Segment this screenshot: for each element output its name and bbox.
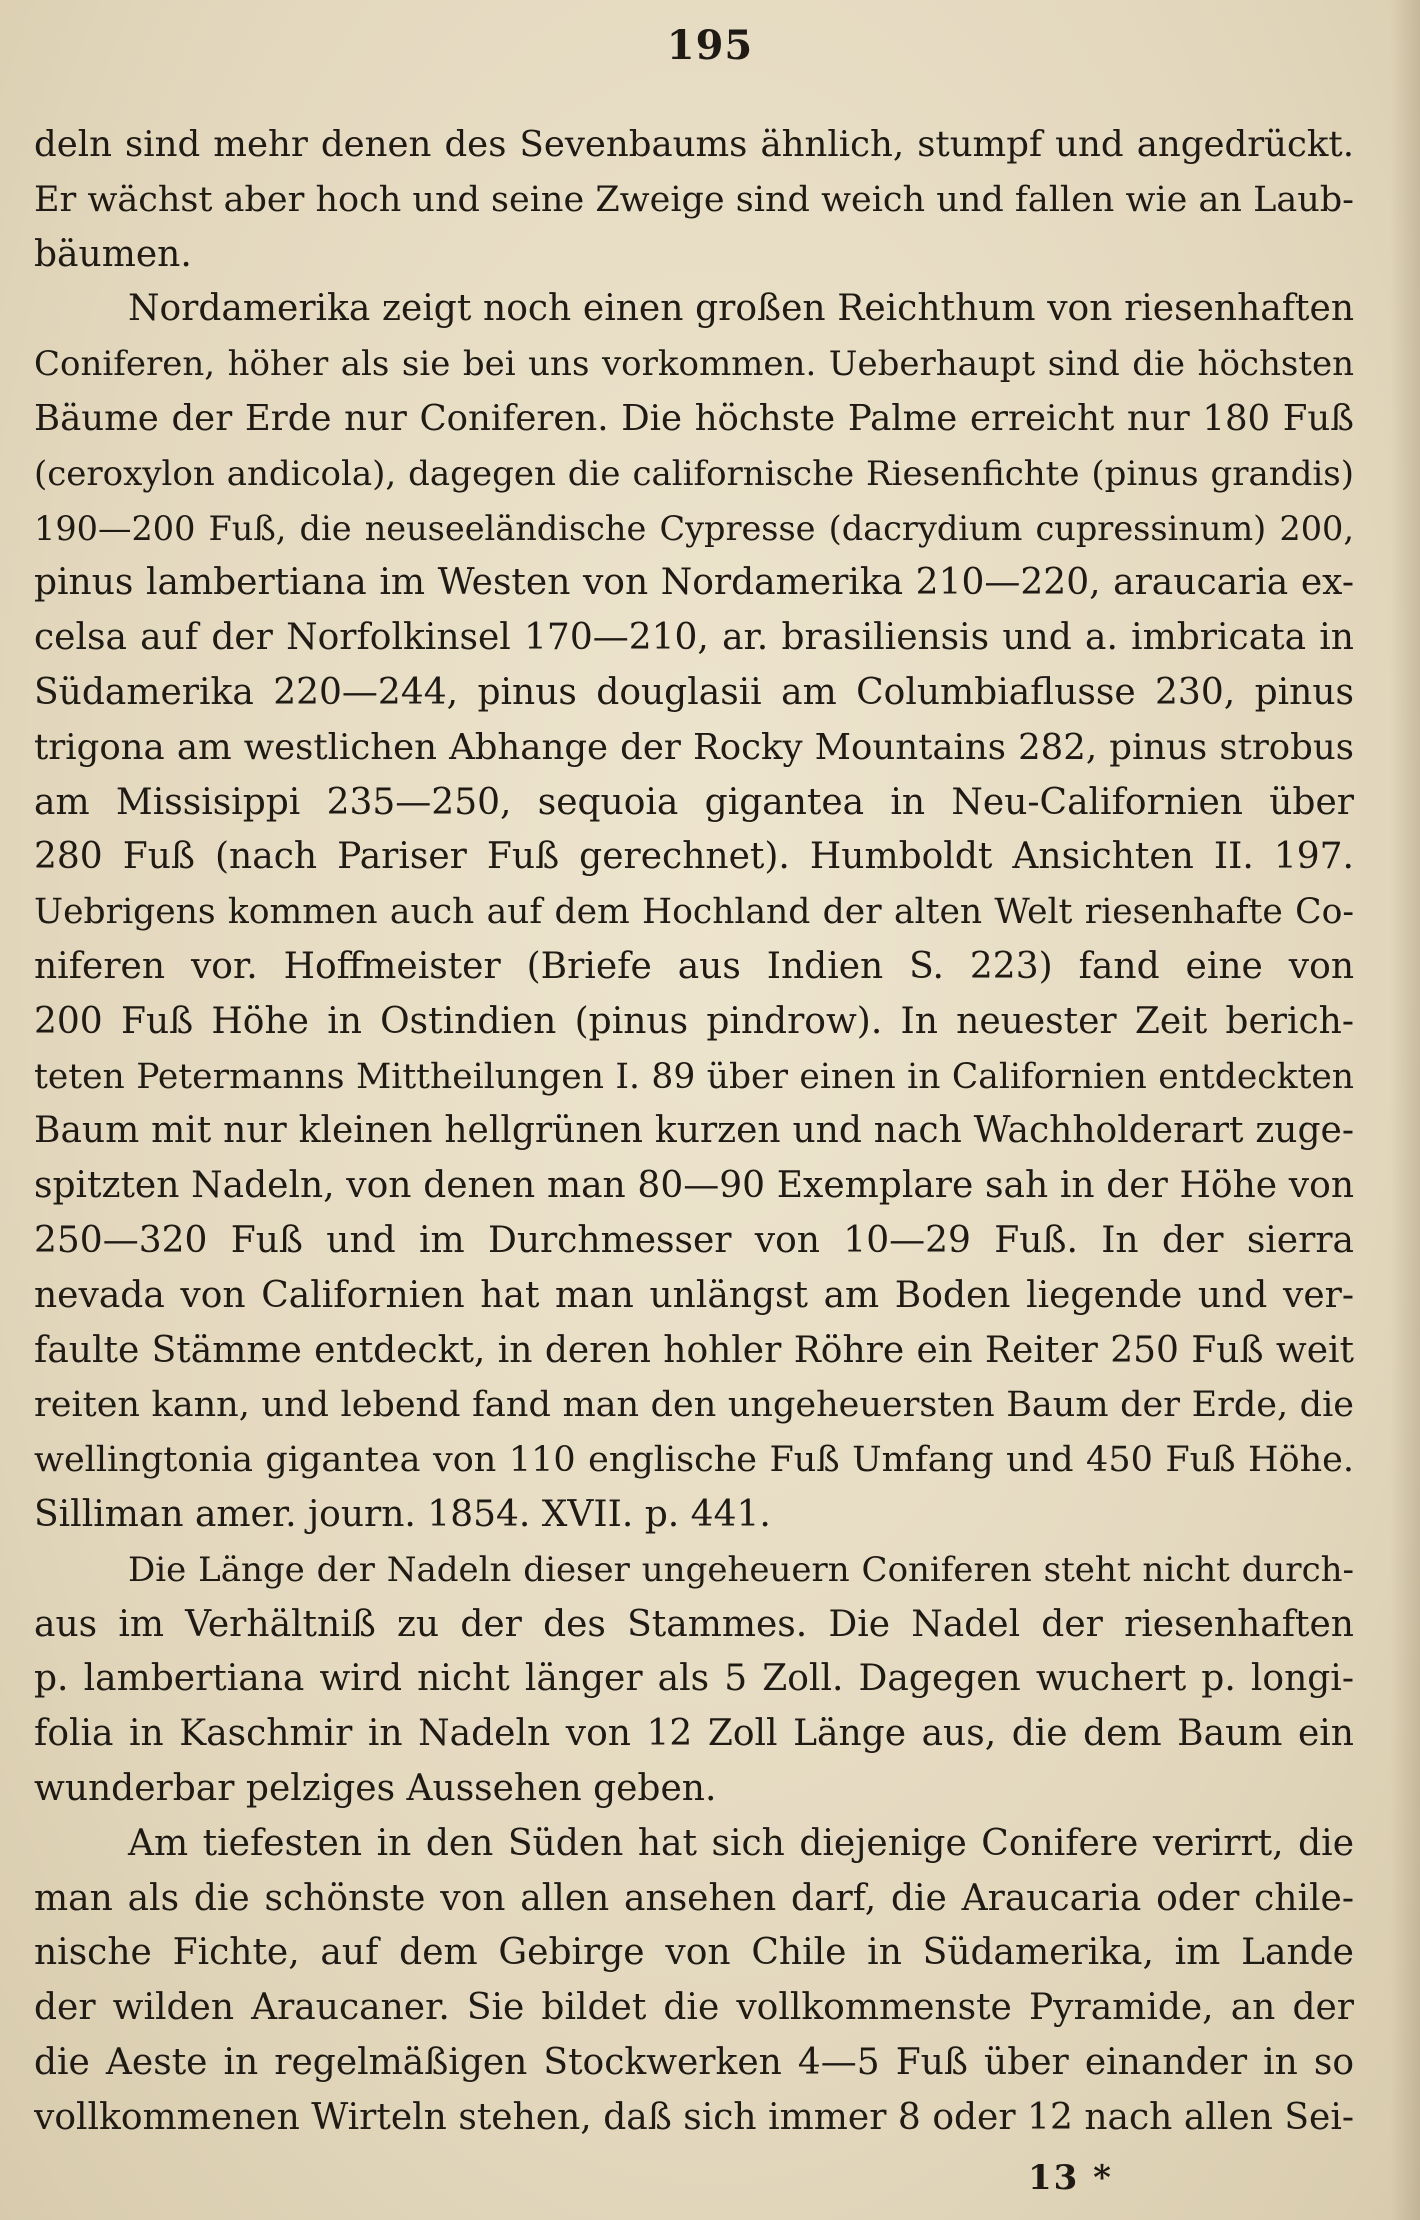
text-line: der wilden Araucaner. Sie bildet die vollkommenste Pyramide, an der [34,1987,1354,2029]
text-line: faulte Stämme entdeckt, in deren hohler Röhre ein Reiter 250 Fuß weit [34,1329,1354,1371]
text-line: man als die schönste von allen ansehen darf, die Araucaria oder chile- [34,1877,1354,1919]
text-line: nevada von Californien hat man unlängst am Boden liegende und ver- [34,1274,1354,1316]
paragraph [34,118,1354,282]
text-line: vollkommenen Wirteln stehen, daß sich immer 8 oder 12 nach allen Sei- [34,2096,1354,2138]
paragraph [34,282,1354,1542]
body-text [34,118,1354,2145]
text-line: 250—320 Fuß und im Durchmesser von 10—29 Fuß. In der sierra [34,1219,1354,1261]
text-line: folia in Kaschmir in Nadeln von 12 Zoll Länge aus, die dem Baum ein [34,1713,1354,1755]
text-line: niferen vor. Hoffmeister (Briefe aus Indien S. 223) fand eine von [34,945,1354,987]
text-line: Baum mit nur kleinen hellgrünen kurzen und nach Wachholderart zuge- [34,1110,1354,1152]
text-line: Coniferen, höher als sie bei uns vorkommen. Ueberhaupt sind die höchsten [34,344,1354,385]
paragraph [34,1543,1354,1817]
text-line: bäumen. [34,233,192,275]
text-line: spitzten Nadeln, von denen man 80—90 Exemplare sah in der Höhe von [34,1165,1354,1207]
text-line: wunderbar pelziges Aussehen geben. [34,1767,717,1809]
paragraph [34,1817,1354,2146]
text-line: (ceroxylon andicola), dagegen die californische Riesenfichte (pinus grandis) [34,453,1354,494]
text-line: Die Länge der Nadeln dieser ungeheuern Coniferen steht nicht durch- [128,1549,1354,1590]
text-line: Silliman amer. journ. 1854. XVII. p. 441. [34,1493,771,1535]
text-line: celsa auf der Norfolkinsel 170—210, ar. brasiliensis und a. imbricata in [34,617,1354,659]
text-line: Am tiefesten in den Süden hat sich diejenige Conifere verirrt, die [128,1822,1354,1864]
text-line: reiten kann, und lebend fand man den ungeheuersten Baum der Erde, die [34,1385,1354,1426]
text-line: Bäume der Erde nur Coniferen. Die höchste Palme erreicht nur 180 Fuß [34,397,1354,439]
text-line: wellingtonia gigantea von 110 englische Fuß Umfang und 450 Fuß Höhe. [34,1440,1354,1481]
text-line: teten Petermanns Mittheilungen I. 89 über einen in Californien entdeckten [34,1056,1354,1097]
text-line: 190—200 Fuß, die neuseeländische Cypresse (dacrydium cupressinum) 200, [34,508,1354,548]
page-number: 195 [666,22,754,69]
page-edge-shadow [1390,0,1420,2220]
text-line: Uebrigens kommen auch auf dem Hochland der alten Welt riesenhafte Co- [34,892,1354,933]
text-line: 200 Fuß Höhe in Ostindien (pinus pindrow). In neuester Zeit berich- [34,1000,1354,1042]
text-line: am Missisippi 235—250, sequoia gigantea in Neu-Californien über [34,781,1354,823]
text-line: Er wächst aber hoch und seine Zweige sind weich und fallen wie an Laub- [34,179,1354,220]
signature-mark: 13 * [1028,2158,1113,2198]
text-line: deln sind mehr denen des Sevenbaums ähnlich, stumpf und angedrückt. [34,124,1354,165]
text-line: 280 Fuß (nach Pariser Fuß gerechnet). Humboldt Ansichten II. 197. [34,836,1354,878]
text-line: pinus lambertiana im Westen von Nordamerika 210—220, araucaria ex- [34,562,1354,604]
text-line: trigona am westlichen Abhange der Rocky Mountains 282, pinus strobus [34,726,1354,768]
text-line: Nordamerika zeigt noch einen großen Reichthum von riesenhaften [128,288,1354,330]
text-line: Südamerika 220—244, pinus douglasii am Columbiaflusse 230, pinus [34,671,1354,713]
text-line: p. lambertiana wird nicht länger als 5 Zoll. Dagegen wuchert p. longi- [34,1658,1354,1700]
text-line: die Aeste in regelmäßigen Stockwerken 4—5 Fuß über einander in so [34,2041,1354,2083]
text-line: aus im Verhältniß zu der des Stammes. Die Nadel der riesenhaften [34,1603,1354,1645]
text-line: nische Fichte, auf dem Gebirge von Chile in Südamerika, im Lande [34,1932,1354,1974]
